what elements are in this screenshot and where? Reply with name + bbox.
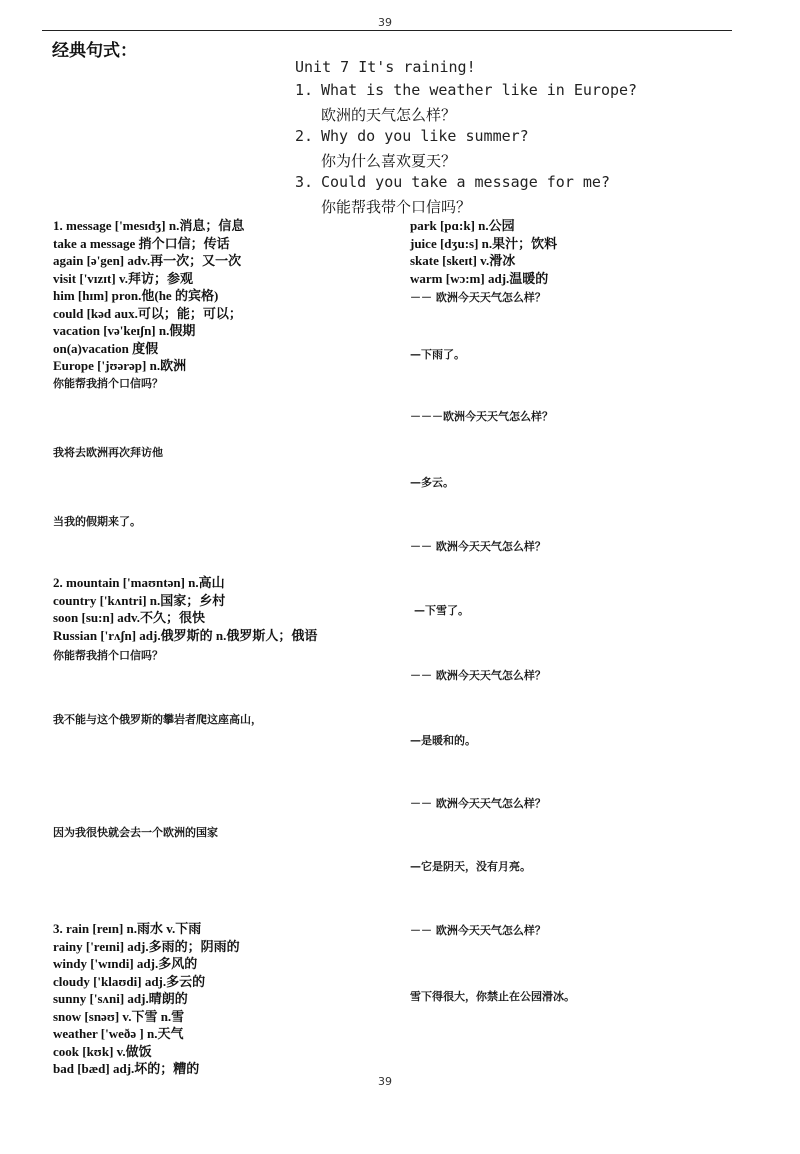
section-heading: 经典句式： — [52, 41, 137, 61]
dialogue-answer: —它是阴天，没有月亮。 — [410, 860, 531, 873]
exercise-sentence: 我将去欧洲再次拜访他 — [53, 446, 163, 459]
sentence-chinese: 你为什么喜欢夏天？ — [321, 152, 457, 170]
vocab-list-right — [410, 217, 557, 287]
vocab-item: vacation [və'keɪʃn] n.假期 — [53, 323, 196, 338]
vocab-item: 1. message ['mesɪdʒ] n.消息；信息 — [53, 218, 245, 233]
sentence-english: Why do you like summer? — [321, 127, 529, 145]
dialogue-answer: —是暖和的。 — [410, 734, 476, 747]
dialogue-question: －－ 欧洲今天天气怎么样？ — [410, 669, 546, 682]
sentence-chinese: 你能帮我带个口信吗？ — [321, 198, 472, 216]
page-number-top: 39 — [378, 16, 392, 29]
sentence-number: 1. — [295, 81, 314, 99]
vocab-item: take a message 捎个口信；传话 — [53, 235, 230, 251]
exercise-sentence: 当我的假期来了。 — [53, 515, 141, 528]
dialogue-question: －－－欧洲今天天气怎么样？ — [410, 410, 553, 423]
sentence-chinese: 欧洲的天气怎么样？ — [321, 106, 457, 124]
vocab-item: Europe ['jʊərəp] n.欧洲 — [53, 358, 187, 373]
vocab-list-1 — [53, 217, 244, 375]
dialogue-answer: —下雪了。 — [414, 604, 469, 617]
vocab-item: visit ['vɪzɪt] v.拜访；参观 — [53, 270, 193, 286]
vocab-item: soon [su:n] adv.不久；很快 — [53, 610, 206, 625]
sentence-number: 2. — [295, 127, 314, 145]
vocab-item: again [ə'gen] adv.再一次；又一次 — [53, 253, 242, 268]
dialogue-answer: —下雨了。 — [410, 348, 465, 361]
vocab-item: country ['kʌntri] n.国家；乡村 — [53, 592, 226, 608]
unit-title: Unit 7 It's raining! — [295, 58, 476, 76]
vocab-item: him [hɪm] pron.他(he 的宾格) — [53, 288, 219, 303]
dialogue-question: －－ 欧洲今天天气怎么样？ — [410, 797, 546, 810]
vocab-list-2 — [53, 574, 317, 644]
vocab-item: weather ['weðə ] n.天气 — [53, 1026, 184, 1041]
dialogue-answer: —多云。 — [410, 476, 454, 489]
vocab-item: on(a)vacation 度假 — [53, 340, 159, 356]
exercise-sentence: 因为我很快就会去一个欧洲的国家 — [53, 826, 218, 839]
dialogue-question: －－ 欧洲今天天气怎么样？ — [410, 924, 546, 937]
exercise-sentence: 你能帮我捎个口信吗？ — [53, 649, 163, 662]
vocab-item: could [kəd aux.可以；能；可以； — [53, 305, 242, 321]
vocab-item: cloudy ['klaʊdi] adj.多云的 — [53, 973, 206, 989]
vocab-item: bad [bæd] adj.坏的；糟的 — [53, 1061, 200, 1076]
vocab-item: park [pɑ:k] n.公园 — [410, 218, 515, 233]
dialogue-answer: 雪下得很大，你禁止在公园滑冰。 — [410, 990, 575, 1003]
dialogue-question: －－ 欧洲今天天气怎么样？ — [410, 291, 546, 304]
vocab-item: rainy ['reɪni] adj.多雨的；阴雨的 — [53, 938, 240, 954]
vocab-item: skate [skeɪt] v.滑冰 — [410, 253, 516, 268]
sentence-english: What is the weather like in Europe? — [321, 81, 638, 99]
exercise-sentence: 你能帮我捎个口信吗？ — [53, 377, 163, 390]
vocab-list-3 — [53, 920, 240, 1078]
vocab-item: snow [snəʊ] v.下雪 n.雪 — [53, 1008, 185, 1024]
header-rule — [42, 30, 732, 31]
page-number-bottom: 39 — [378, 1075, 392, 1088]
vocab-item: warm [wɔ:m] adj.温暖的 — [410, 270, 549, 286]
sentence-number: 3. — [295, 173, 314, 191]
dialogue-question: －－ 欧洲今天天气怎么样？ — [410, 540, 546, 553]
sentence-english: Could you take a message for me? — [321, 173, 610, 191]
vocab-item: juice [dʒu:s] n.果汁；饮料 — [410, 235, 558, 251]
vocab-item: Russian ['rʌʃn] adj.俄罗斯的 n.俄罗斯人；俄语 — [53, 627, 318, 643]
vocab-item: 3. rain [reɪn] n.雨水 v.下雨 — [53, 921, 202, 936]
vocab-item: windy ['wɪndi] adj.多风的 — [53, 956, 198, 971]
exercise-sentence: 我不能与这个俄罗斯的攀岩者爬这座高山， — [53, 713, 262, 726]
vocab-item: cook [kʊk] v.做饭 — [53, 1043, 152, 1059]
vocab-item: sunny ['sʌni] adj.晴朗的 — [53, 991, 188, 1006]
vocab-item: 2. mountain ['maʊntən] n.高山 — [53, 575, 225, 590]
